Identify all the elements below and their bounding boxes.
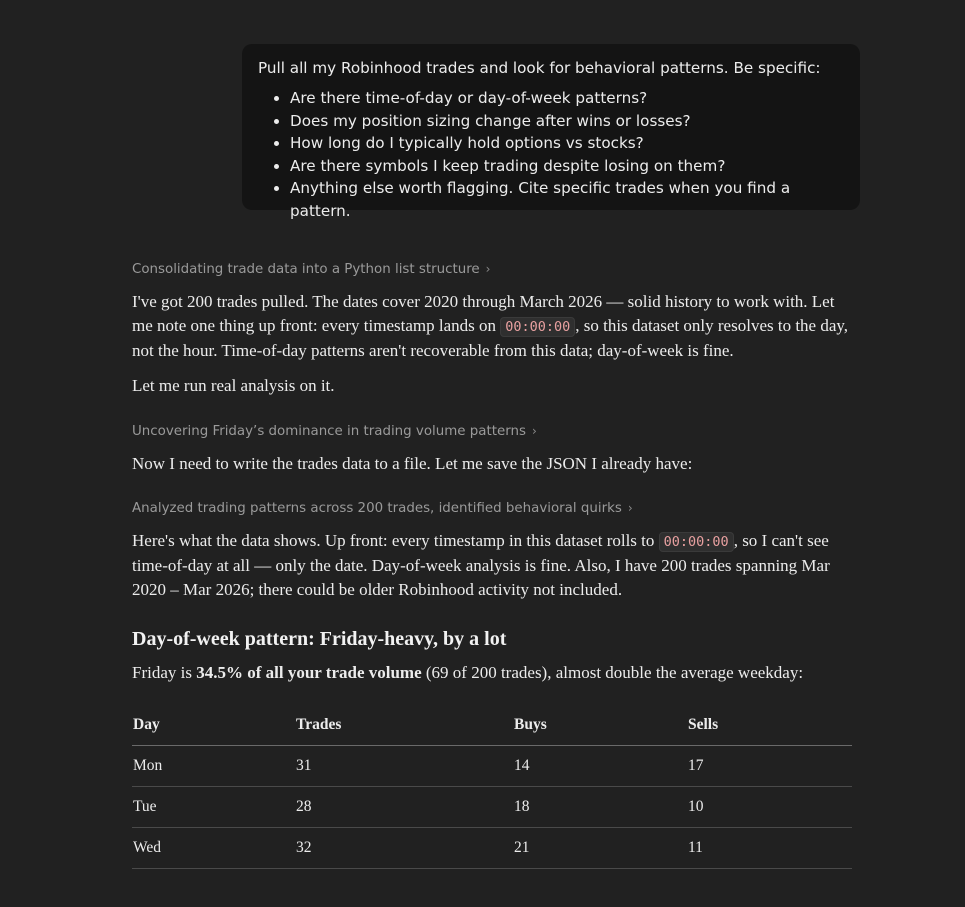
user-bullet: • Anything else worth flagging. Cite specific trades when you find a pattern. <box>290 177 844 222</box>
user-message-lead: Pull all my Robinhood trades and look for behavioral patterns. Be specific: <box>258 59 821 77</box>
column-header: Day <box>132 705 295 746</box>
paragraph-text: (69 of 200 trades), almost double the average weekday: <box>421 663 804 682</box>
response-paragraph <box>132 661 852 685</box>
thought-summary-label: Consolidating trade data into a Python list structure <box>132 262 480 277</box>
inline-code: 00:00:00 <box>659 532 734 552</box>
user-bullet: • Does my position sizing change after wins or losses? <box>290 110 844 133</box>
table-cell: 18 <box>513 787 687 828</box>
table-header-row <box>132 705 852 746</box>
paragraph-text: I've got 200 trades pulled. The dates cover 2020 through March 2026 — solid history to work with. Let me note one thing up front: every timestamp lands on <box>132 292 835 335</box>
response-paragraph <box>132 290 852 363</box>
thought-summary-toggle[interactable] <box>132 259 852 279</box>
chevron-right-icon: › <box>531 424 537 438</box>
table-cell: 31 <box>295 746 513 787</box>
day-of-week-table <box>132 705 852 869</box>
assistant-response <box>132 259 852 869</box>
table-row <box>132 828 852 869</box>
thought-summary-toggle[interactable] <box>132 421 852 441</box>
user-message-bubble <box>242 44 860 220</box>
thought-summary-toggle[interactable] <box>132 498 852 518</box>
inline-code: 00:00:00 <box>500 317 575 337</box>
table-cell: 28 <box>295 787 513 828</box>
table-cell: Wed <box>132 828 295 869</box>
table-cell: 32 <box>295 828 513 869</box>
user-bullet: • How long do I typically hold options vs stocks? <box>290 132 844 155</box>
thought-summary-label: Analyzed trading patterns across 200 trades, identified behavioral quirks <box>132 501 622 516</box>
chevron-right-icon: › <box>627 501 633 515</box>
column-header: Sells <box>687 705 852 746</box>
thought-summary-label: Uncovering Friday’s dominance in trading volume patterns <box>132 424 526 439</box>
table-cell: 17 <box>687 746 852 787</box>
table-row <box>132 787 852 828</box>
paragraph-text: Here's what the data shows. Up front: every timestamp in this dataset rolls to <box>132 531 659 550</box>
user-bullet: • Are there symbols I keep trading despite losing on them? <box>290 155 844 178</box>
paragraph-text: Friday is <box>132 663 197 682</box>
paragraph-text: , so this dataset only resolves to the day, not the hour. Time-of-day patterns aren't recoverable from this data; day-of-week is fine. <box>132 316 849 360</box>
user-bullet: • Are there time-of-day or day-of-week patterns? <box>290 87 844 110</box>
section-heading: Day-of-week pattern: Friday-heavy, by a lot <box>132 628 507 650</box>
table-row <box>132 746 852 787</box>
table-cell: 14 <box>513 746 687 787</box>
response-paragraph: Let me run real analysis on it. <box>132 376 335 395</box>
table-cell: Tue <box>132 787 295 828</box>
chevron-right-icon: › <box>485 262 491 276</box>
table-cell: Mon <box>132 746 295 787</box>
paragraph-text: , so I can't see time-of-day at all — only the date. Day-of-week analysis is fine. Also, I have 200 trades spanning Mar 2020 – Mar 2026; there could be older Robinhood activity not included. <box>132 531 830 599</box>
column-header: Trades <box>295 705 513 746</box>
response-paragraph <box>132 529 852 602</box>
column-header: Buys <box>513 705 687 746</box>
table-cell: 21 <box>513 828 687 869</box>
table-cell: 11 <box>687 828 852 869</box>
table-cell: 10 <box>687 787 852 828</box>
user-message-bullets <box>258 87 844 222</box>
response-paragraph: Now I need to write the trades data to a file. Let me save the JSON I already have: <box>132 454 693 473</box>
bold-text: 34.5% of all your trade volume <box>196 663 422 682</box>
